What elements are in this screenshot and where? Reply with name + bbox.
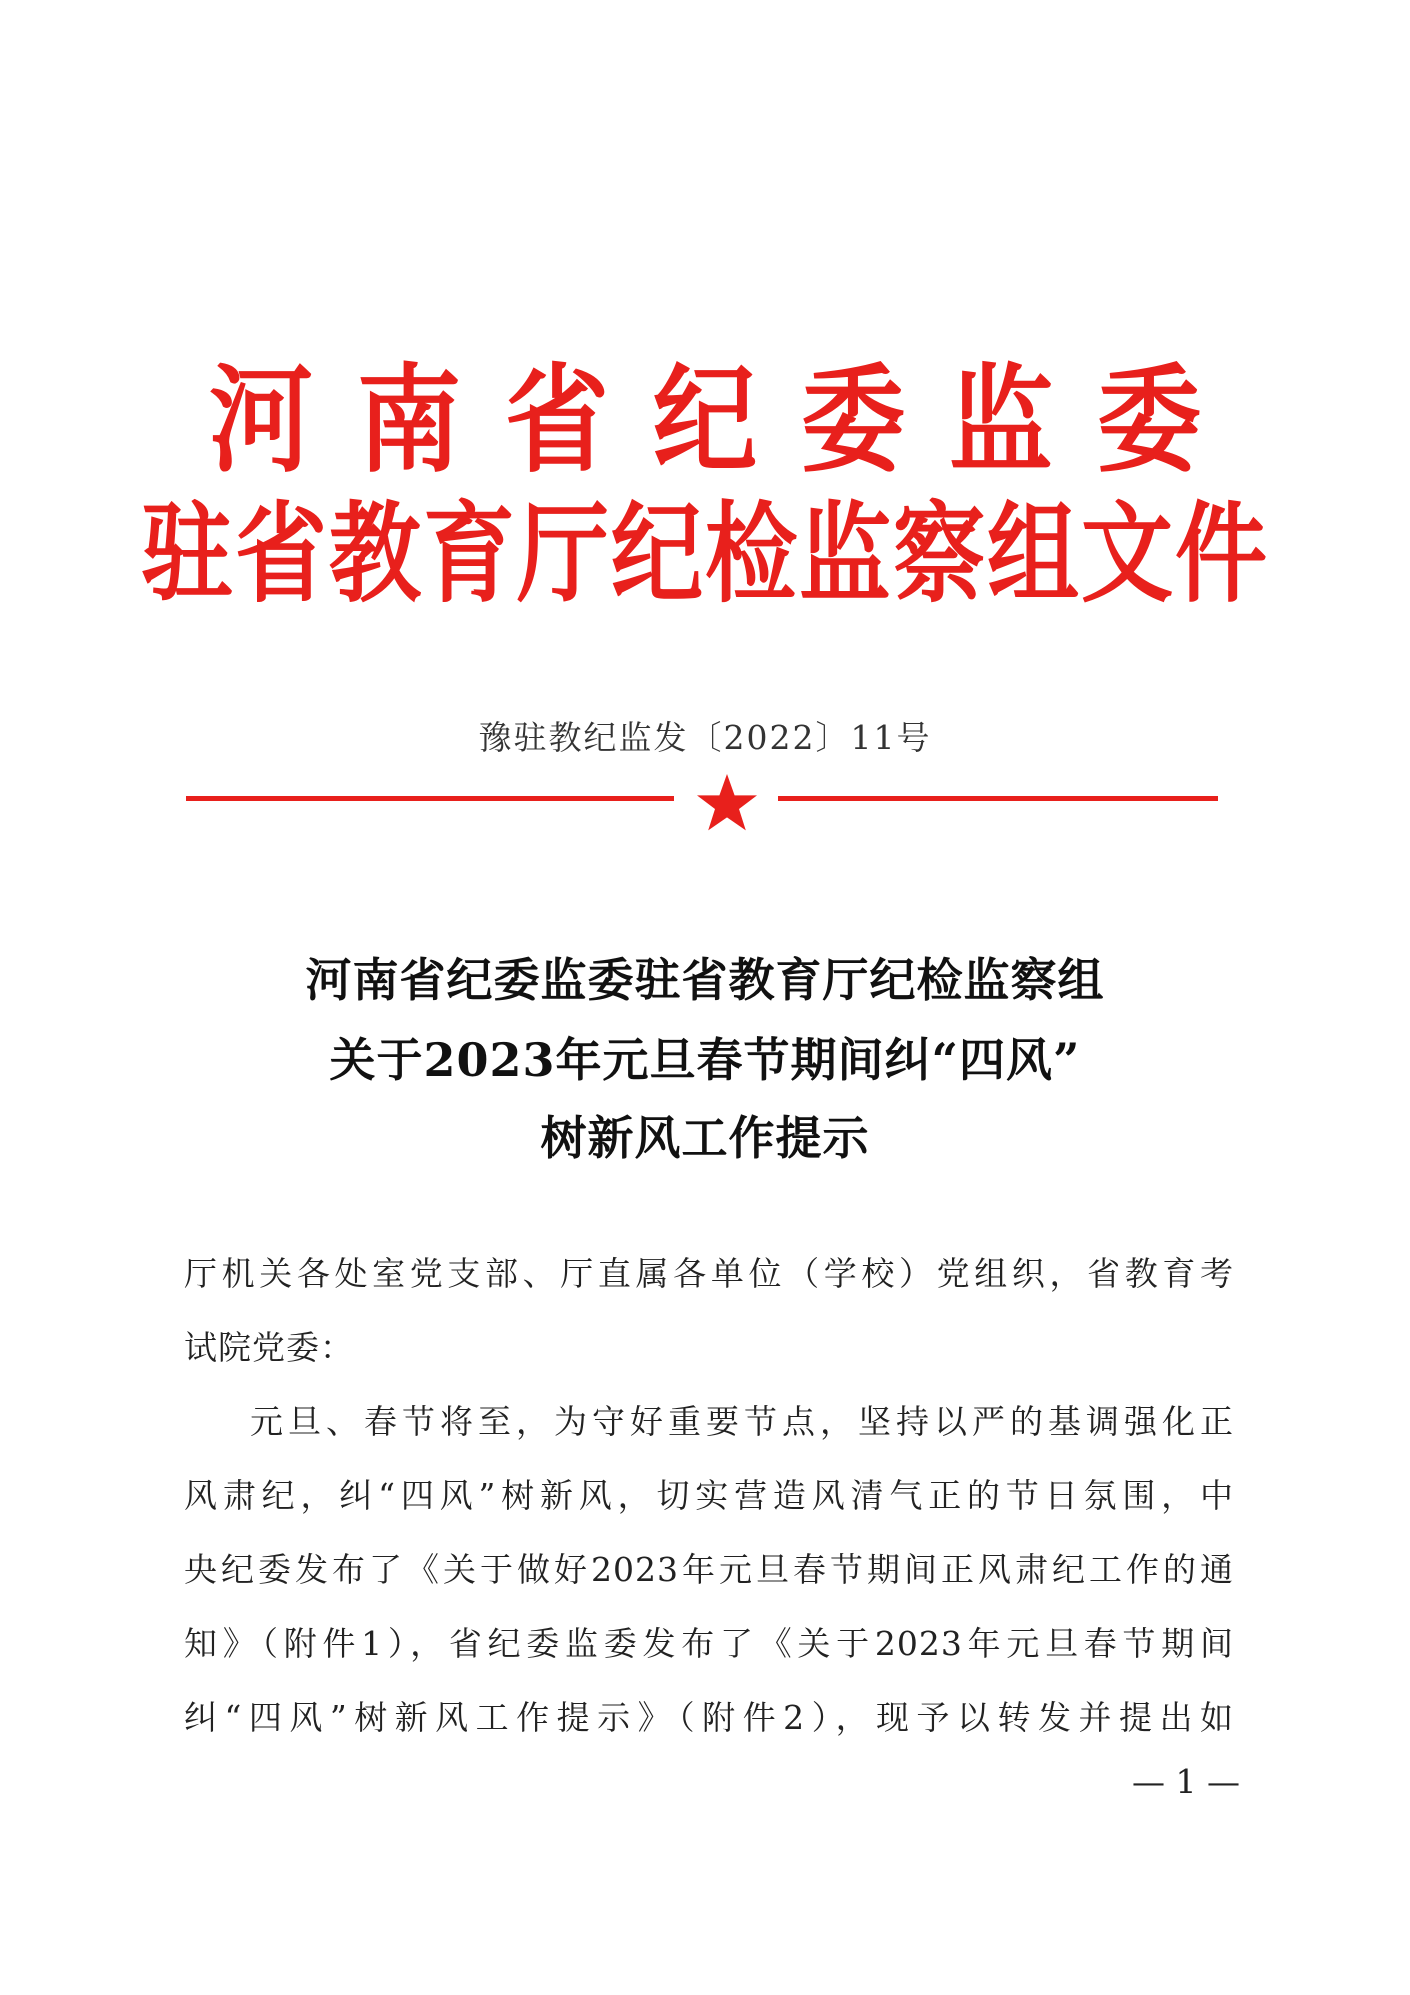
document-title-line-3: 树新风工作提示 [540, 1111, 870, 1165]
body-paragraph-line: 元旦、春节将至，为守好重要节点，坚持以严的基调强化正 [250, 1402, 1234, 1441]
page-number: — 1 — [1132, 1762, 1240, 1801]
star-icon [695, 772, 759, 832]
issuing-org-line-1: 河南省纪委监委 [208, 351, 1245, 489]
addressee-line-2: 试院党委： [184, 1328, 354, 1367]
addressee-line-1: 厅机关各处室党支部、厅直属各单位（学校）党组织，省教育考 [184, 1254, 1234, 1293]
body-paragraph-line: 央纪委发布了《关于做好2023年元旦春节期间正风肃纪工作的通 [184, 1550, 1234, 1589]
body-paragraph-line: 风肃纪，纠“四风”树新风，切实营造风清气正的节日氛围，中 [184, 1476, 1234, 1515]
issuing-org-line-2: 驻省教育厅纪检监察组文件 [140, 491, 1269, 618]
document-number: 豫驻教纪监发〔2022〕11号 [478, 718, 932, 757]
document-title-line-1: 河南省纪委监委驻省教育厅纪检监察组 [305, 953, 1105, 1007]
body-paragraph-line: 知》（附件1），省纪委监委发布了《关于2023年元旦春节期间 [184, 1624, 1234, 1663]
red-divider-left [186, 796, 674, 801]
red-divider-right [778, 796, 1218, 801]
document-title-line-2: 关于2023年元旦春节期间纠“四风” [329, 1033, 1081, 1087]
body-paragraph-line: 纠“四风”树新风工作提示》（附件2），现予以转发并提出如 [184, 1698, 1234, 1737]
